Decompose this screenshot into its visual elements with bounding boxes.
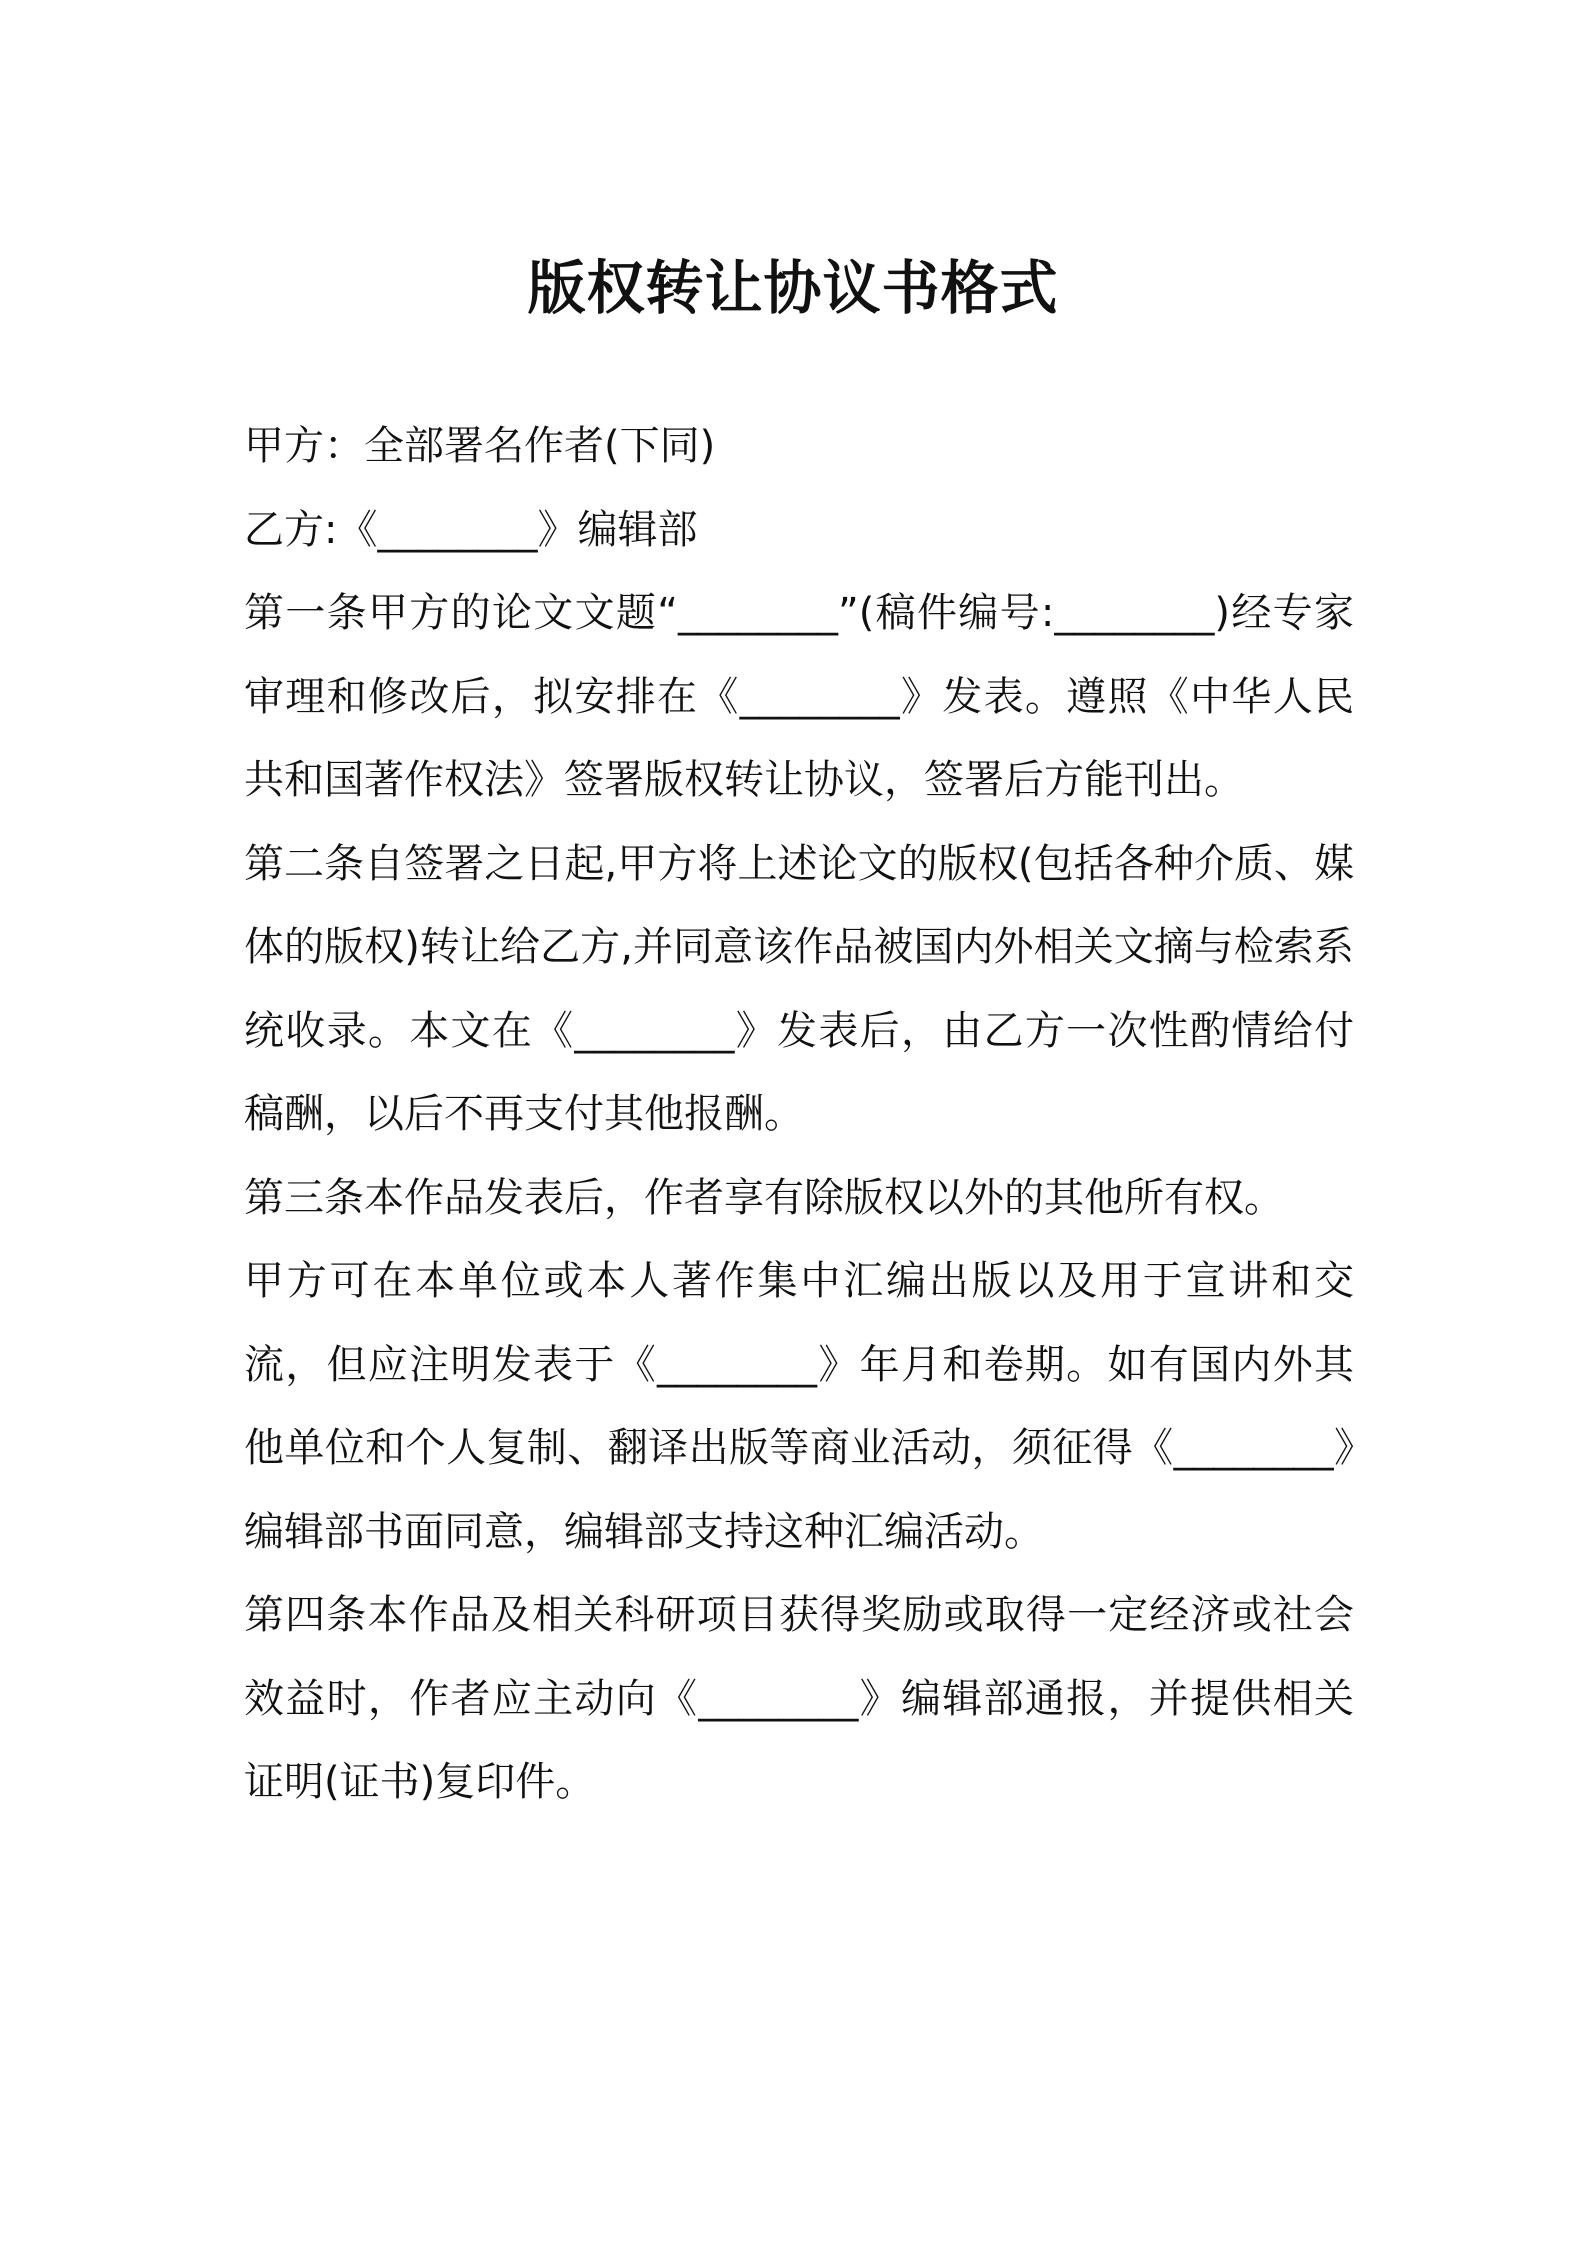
- clause-3-intro: 第三条本作品发表后，作者享有除版权以外的其他所有权。: [244, 1174, 1284, 1221]
- document-body: [244, 405, 1354, 1825]
- party-b-line: 乙方:《________》编辑部: [244, 506, 698, 553]
- clause-4: 第四条本作品及相关科研项目获得奖励或取得一定经济或社会效益时，作者应主动向《________》编辑部通报，并提供相关证明(证书)复印件。: [244, 1592, 1354, 1805]
- clause-3-body: 甲方可在本单位或本人著作集中汇编出版以及用于宣讲和交流，但应注明发表于《________》年月和卷期。如有国内外其他单位和个人复制、翻译出版等商业活动，须征得《________》编辑部书面同意，编辑部支持这种汇编活动。: [244, 1258, 1354, 1555]
- clause-1: 第一条甲方的论文文题“________”(稿件编号:________)经专家审理和修改后，拟安排在《________》发表。遵照《中华人民共和国著作权法》签署版权转让协议，签署后方能刊出。: [244, 590, 1354, 803]
- document-title: 版权转让协议书格式: [527, 254, 1059, 322]
- party-a-line: 甲方：全部署名作者(下同): [244, 423, 716, 469]
- clause-2: 第二条自签署之日起,甲方将上述论文的版权(包括各种介质、媒体的版权)转让给乙方,并同意该作品被国内外相关文摘与检索系统收录。本文在《________》发表后，由乙方一次性酌情给付稿酬，以后不再支付其他报酬。: [244, 840, 1354, 1137]
